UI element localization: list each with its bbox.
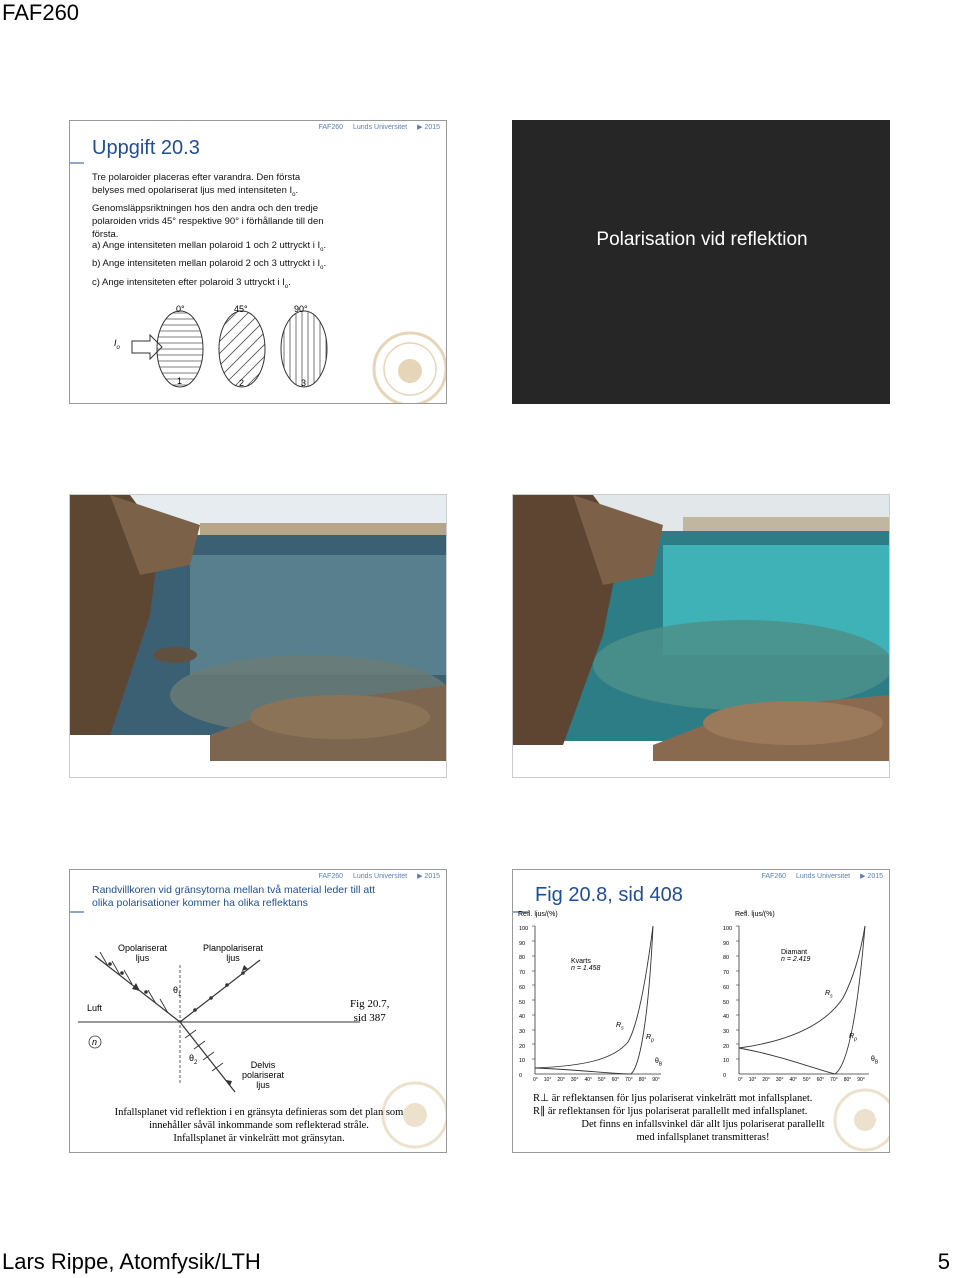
label-air: Luft bbox=[87, 1003, 103, 1013]
university-label: Lunds Universitet bbox=[353, 123, 408, 131]
slide-uppgift-20-3 bbox=[69, 120, 447, 404]
page-header: FAF260 bbox=[2, 0, 80, 25]
right-brewster-label: $\theta_B$ bbox=[871, 1056, 879, 1066]
slide-heading: Randvillkoren vid gränsytorna mellan två material leder till att olika polarisationer kommer ha olika reflektans bbox=[92, 884, 376, 909]
reflected-ray bbox=[180, 960, 260, 1022]
left-y-tick-labels: 100 90 80 70 60 50 40 30 20 10 0 bbox=[519, 926, 529, 1080]
university-label: Lunds Universitet bbox=[796, 872, 851, 880]
question-c: c) Ange intensiteten efter polaroid 3 uttryckt i $I_o$. bbox=[92, 277, 291, 290]
slide-polarisation-title bbox=[512, 120, 890, 404]
angle-label-45: 45° bbox=[234, 304, 248, 314]
play-triangle-icon: ▶ bbox=[417, 873, 425, 880]
label-theta-1: $\theta_1$ bbox=[173, 985, 182, 998]
play-triangle-icon: ▶ bbox=[417, 124, 425, 131]
slide-caption: R⊥ är reflektansen för ljus polariserat vinkelrätt mot infallsplanet. R∥ är reflektansen för ljus polariserat parallellt med infallsplanet. Det finns en infallsvinkel där allt ljus polariserat parallellt med infallsplanet transmitteras! bbox=[533, 1093, 825, 1143]
page-footer-author: Lars Rippe, Atomfysik/LTH bbox=[2, 1249, 261, 1274]
polaroid-number-1: 1 bbox=[177, 376, 183, 386]
question-b: b) Ange intensiteten mellan polaroid 2 och 3 uttryckt i $I_o$. bbox=[92, 258, 327, 271]
course-label: FAF260 bbox=[318, 123, 343, 131]
left-material-label: Kvarts n = 1.458 bbox=[571, 958, 601, 972]
intro-text: Tre polaroider placeras efter varandra. Den första belyses med opolariserat ljus med intensiteten $I_o$. Genomsläppsriktningen hos den andra och den tredje polaroiden vrids 45° respektive 90° i förhållande till den första. bbox=[92, 172, 324, 240]
slide-fig-20-8 bbox=[512, 869, 890, 1153]
slide-title: Uppgift 20.3 bbox=[92, 137, 200, 159]
left-curve-rp bbox=[535, 926, 653, 1074]
course-label: FAF260 bbox=[318, 872, 343, 880]
slide-title: Polarisation vid reflektion bbox=[596, 229, 808, 250]
label-n: n bbox=[92, 1037, 98, 1047]
angle-label-0: 0° bbox=[176, 304, 185, 314]
play-triangle-icon: ▶ bbox=[860, 873, 868, 880]
angle-label-90: 90° bbox=[294, 304, 308, 314]
left-x-tick-labels: 0° 10° 20° 30° 40° 50° 60° 70° 80° 90° bbox=[533, 1077, 660, 1083]
right-x-tick-labels: 0° 10° 20° 30° 40° 50° 60° 70° 80° 90° bbox=[738, 1077, 865, 1083]
polaroid-figure bbox=[70, 121, 447, 404]
label-theta-2: $\theta_2$ bbox=[189, 1053, 198, 1066]
left-plot-ylabel: Refl. ljus/(%) bbox=[518, 911, 558, 918]
polaroid-number-3: 3 bbox=[301, 378, 307, 388]
right-rp-label: $R_p$ bbox=[849, 1033, 857, 1043]
right-material-label: Diamant n = 2.419 bbox=[781, 949, 811, 963]
page-number: 5 bbox=[937, 1249, 950, 1274]
question-a: a) Ange intensiteten mellan polaroid 1 och 2 uttryckt i $I_o$. bbox=[92, 240, 327, 253]
slide-caption: Infallsplanet vid reflektion i en gränsyta definieras som det plan som innehåller såväl inkommande som reflekterad stråle. Infallsplanet är vinkelrätt mot gränsytan. bbox=[114, 1107, 404, 1144]
left-rs-label: $R_s$ bbox=[616, 1022, 624, 1032]
input-intensity-label: $I_o$ bbox=[114, 338, 120, 351]
coast-photo bbox=[70, 495, 447, 778]
year-label: ▶ 2015 bbox=[417, 873, 440, 880]
slide-photo-with-filter bbox=[512, 494, 890, 778]
year-label: ▶ 2015 bbox=[417, 124, 440, 131]
label-plane-polarized: Planpolariserat ljus bbox=[203, 943, 264, 963]
slide-title: Fig 20.8, sid 408 bbox=[535, 884, 683, 906]
slide-boundary-conditions bbox=[69, 869, 447, 1153]
coast-photo-polarized bbox=[513, 495, 890, 778]
polaroid-number-2: 2 bbox=[239, 378, 245, 388]
right-plot-ylabel: Refl. ljus/(%) bbox=[735, 911, 775, 918]
year-label: ▶ 2015 bbox=[860, 873, 883, 880]
left-brewster-label: $\theta_B$ bbox=[655, 1058, 663, 1068]
lund-seal-logo bbox=[374, 333, 446, 404]
left-rp-label: $R_p$ bbox=[646, 1034, 654, 1044]
university-label: Lunds Universitet bbox=[353, 872, 408, 880]
figure-reference: Fig 20.7, sid 387 bbox=[350, 998, 390, 1024]
label-unpolarized: Opolariserat ljus bbox=[118, 943, 168, 963]
slide-photo-without-filter bbox=[69, 494, 447, 778]
right-y-tick-labels: 100 90 80 70 60 50 40 30 20 10 0 bbox=[723, 926, 733, 1080]
left-curve-rs bbox=[535, 926, 653, 1068]
right-rs-label: $R_s$ bbox=[825, 990, 833, 1000]
polaroid-2 bbox=[219, 311, 265, 387]
label-partially-polarized: Delvis polariserat ljus bbox=[242, 1060, 285, 1090]
course-label: FAF260 bbox=[761, 872, 786, 880]
right-curve-rs bbox=[739, 926, 865, 1048]
